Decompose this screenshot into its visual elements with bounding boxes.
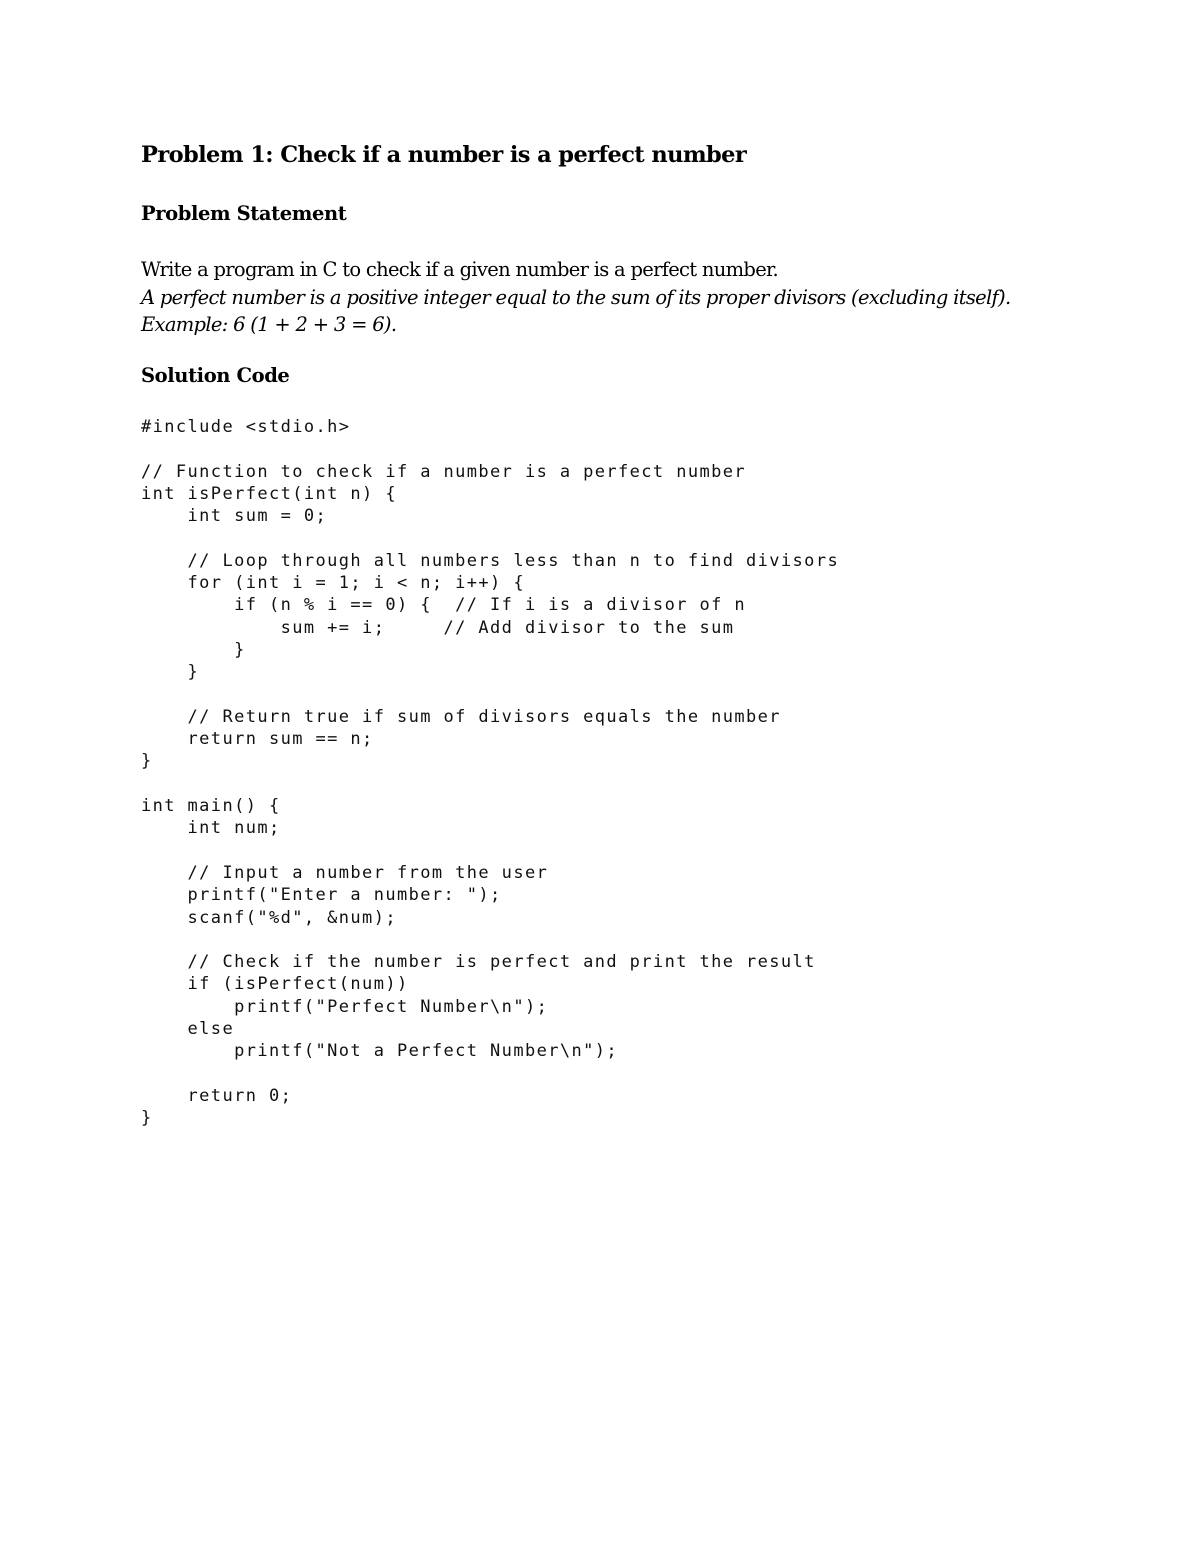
statement-line-task: Write a program in C to check if a given number is a perfect number. [141, 258, 779, 281]
statement-line-definition: A perfect number is a positive integer equal to the sum of its proper divisors (excluding itself). [141, 285, 1011, 309]
solution-code-heading: Solution Code [141, 364, 290, 387]
statement-line-example: Example: 6 (1 + 2 + 3 = 6). [141, 313, 397, 336]
problem-statement-heading: Problem Statement [141, 202, 347, 225]
document-title: Problem 1: Check if a number is a perfect number [141, 142, 747, 168]
solution-code-block: #include <stdio.h> // Function to check if a number is a perfect number int isPerfect(int n) { int sum = 0; // Loop through all numbers less than n to find divisors for (int i = 1; i < n; i++) { if (n % i == 0) { // If i is a divisor of n sum += i; // Add divisor to the sum } } // Return true if sum of divisors equals the number return sum == n; } int main() { int num; // Input a number from the user printf("Enter a number: "); scanf("%d", &num); // Check if the number is perfect and print the result if (isPerfect(num)) printf("Perfect Number\n"); else printf("Not a Perfect Number\n"); return 0; } [141, 417, 840, 1129]
problem-statement [141, 256, 1010, 339]
